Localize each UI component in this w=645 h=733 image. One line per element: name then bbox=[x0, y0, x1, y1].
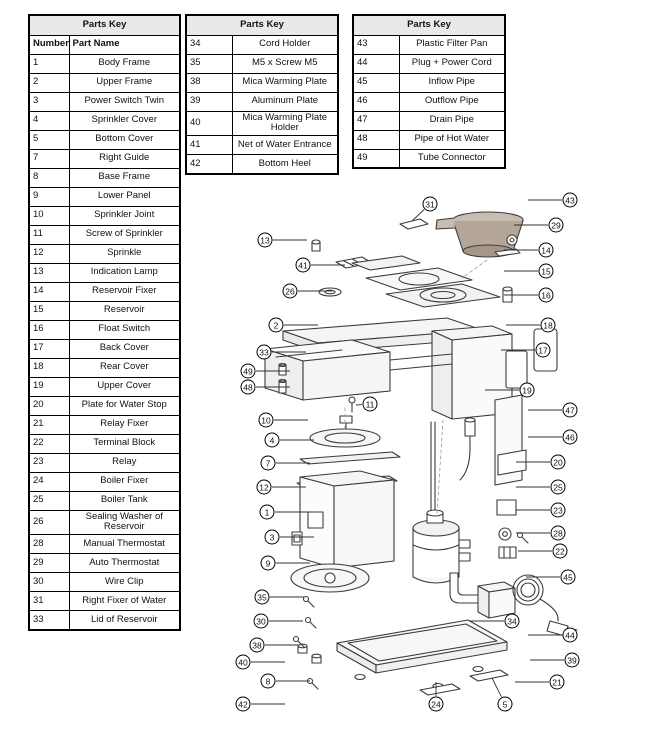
part-name-cell: Mica Warming Plate Holder bbox=[232, 111, 338, 136]
part-name-cell: Back Cover bbox=[69, 339, 180, 358]
callout-42: 42 bbox=[236, 697, 251, 712]
part-number-cell: 23 bbox=[29, 453, 69, 472]
parts-row bbox=[29, 187, 180, 206]
part-name-cell: Outflow Pipe bbox=[399, 92, 505, 111]
part-name-cell: Plug + Power Cord bbox=[399, 54, 505, 73]
part-number-cell: 11 bbox=[29, 225, 69, 244]
part-number-cell: 39 bbox=[186, 92, 232, 111]
part-name-cell: Plate for Water Stop bbox=[69, 396, 180, 415]
part-name-cell: Sealing Washer of Reservoir bbox=[69, 510, 180, 535]
part-number-cell: 25 bbox=[29, 491, 69, 510]
callout-19: 19 bbox=[520, 383, 535, 398]
part-number-cell: 40 bbox=[186, 111, 232, 136]
part-number-cell: 45 bbox=[353, 73, 399, 92]
part-number-cell: 47 bbox=[353, 111, 399, 130]
callout-24: 24 bbox=[429, 697, 444, 712]
parts-row bbox=[29, 415, 180, 434]
part-name-cell: Sprinkler Joint bbox=[69, 206, 180, 225]
part-number-cell: 20 bbox=[29, 396, 69, 415]
parts-row bbox=[186, 54, 338, 73]
part-number-cell: 31 bbox=[29, 592, 69, 611]
callout-7: 7 bbox=[261, 456, 276, 471]
part-number-cell: 3 bbox=[29, 92, 69, 111]
part-name-cell: Indication Lamp bbox=[69, 263, 180, 282]
parts-row bbox=[29, 535, 180, 554]
part-number-cell: 35 bbox=[186, 54, 232, 73]
callout-30: 30 bbox=[254, 614, 269, 629]
part-name-cell: Drain Pipe bbox=[399, 111, 505, 130]
parts-row bbox=[29, 573, 180, 592]
part-number-cell: 49 bbox=[353, 149, 399, 168]
part-number-cell: 44 bbox=[353, 54, 399, 73]
part-name-cell: Reservoir bbox=[69, 301, 180, 320]
part-name-cell: Base Frame bbox=[69, 168, 180, 187]
part-number-cell: 15 bbox=[29, 301, 69, 320]
part-name-cell: Sprinkle bbox=[69, 244, 180, 263]
parts-row bbox=[186, 73, 338, 92]
parts-row bbox=[29, 472, 180, 491]
part-name-cell: Tube Connector bbox=[399, 149, 505, 168]
callout-13: 13 bbox=[258, 233, 273, 248]
parts-key-title: Parts Key bbox=[186, 15, 338, 35]
callout-25: 25 bbox=[551, 480, 566, 495]
part-number-cell: 42 bbox=[186, 155, 232, 174]
part-number-cell: 33 bbox=[29, 611, 69, 630]
parts-row bbox=[29, 73, 180, 92]
part-number-cell: 41 bbox=[186, 136, 232, 155]
parts-row bbox=[29, 396, 180, 415]
part-name-cell: Right Fixer of Water bbox=[69, 592, 180, 611]
callout-12: 12 bbox=[257, 480, 272, 495]
parts-row bbox=[29, 130, 180, 149]
parts-row bbox=[186, 155, 338, 174]
part-name-cell: Rear Cover bbox=[69, 358, 180, 377]
parts-table-body-main bbox=[29, 54, 180, 630]
callout-48: 48 bbox=[241, 380, 256, 395]
parts-row bbox=[29, 168, 180, 187]
callout-14: 14 bbox=[539, 243, 554, 258]
parts-row bbox=[29, 92, 180, 111]
part-name-cell: Manual Thermostat bbox=[69, 535, 180, 554]
part-number-cell: 22 bbox=[29, 434, 69, 453]
part-number-cell: 7 bbox=[29, 149, 69, 168]
part-number-cell: 48 bbox=[353, 130, 399, 149]
part-name-cell: Upper Frame bbox=[69, 73, 180, 92]
part-number-cell: 2 bbox=[29, 73, 69, 92]
parts-row bbox=[353, 130, 505, 149]
parts-row bbox=[29, 54, 180, 73]
part-name-cell: Mica Warming Plate bbox=[232, 73, 338, 92]
part-name-cell: Screw of Sprinkler bbox=[69, 225, 180, 244]
parts-table-body-right bbox=[353, 35, 505, 168]
parts-row bbox=[29, 434, 180, 453]
parts-row bbox=[29, 339, 180, 358]
part-number-cell: 12 bbox=[29, 244, 69, 263]
part-number-cell: 1 bbox=[29, 54, 69, 73]
leader-line bbox=[492, 678, 501, 697]
parts-row bbox=[29, 206, 180, 225]
parts-key-title: Parts Key bbox=[353, 15, 505, 35]
callout-28: 28 bbox=[551, 526, 566, 541]
callout-40: 40 bbox=[236, 655, 251, 670]
callout-4: 4 bbox=[265, 433, 280, 448]
part-name-cell: Upper Cover bbox=[69, 377, 180, 396]
callout-33: 33 bbox=[257, 345, 272, 360]
callout-5: 5 bbox=[498, 697, 513, 712]
part-number-cell: 18 bbox=[29, 358, 69, 377]
part-number-cell: 26 bbox=[29, 510, 69, 535]
part-name-cell: Relay bbox=[69, 453, 180, 472]
parts-row bbox=[186, 35, 338, 54]
part-number-cell: 28 bbox=[29, 535, 69, 554]
part-number-cell: 9 bbox=[29, 187, 69, 206]
callout-41: 41 bbox=[296, 258, 311, 273]
callout-2: 2 bbox=[269, 318, 284, 333]
part-number-cell: 43 bbox=[353, 35, 399, 54]
part-name-cell: Boiler Tank bbox=[69, 491, 180, 510]
callout-1: 1 bbox=[260, 505, 275, 520]
callout-43: 43 bbox=[563, 193, 578, 208]
part-number-cell: 34 bbox=[186, 35, 232, 54]
callout-23: 23 bbox=[551, 503, 566, 518]
column-header-part-name: Part Name bbox=[69, 35, 180, 54]
callout-26: 26 bbox=[283, 284, 298, 299]
parts-row bbox=[29, 453, 180, 472]
parts-row bbox=[29, 320, 180, 339]
parts-row bbox=[29, 592, 180, 611]
parts-row bbox=[29, 149, 180, 168]
part-name-cell: Inflow Pipe bbox=[399, 73, 505, 92]
callout-47: 47 bbox=[563, 403, 578, 418]
part-name-cell: Auto Thermostat bbox=[69, 554, 180, 573]
part-number-cell: 24 bbox=[29, 472, 69, 491]
parts-row bbox=[29, 111, 180, 130]
part-number-cell: 46 bbox=[353, 92, 399, 111]
parts-key-table-middle bbox=[185, 14, 339, 175]
parts-row bbox=[353, 54, 505, 73]
callout-45: 45 bbox=[561, 570, 576, 585]
callout-46: 46 bbox=[563, 430, 578, 445]
parts-row bbox=[353, 35, 505, 54]
callout-16: 16 bbox=[539, 288, 554, 303]
parts-row bbox=[353, 73, 505, 92]
parts-key-table-right bbox=[352, 14, 506, 169]
part-number-cell: 5 bbox=[29, 130, 69, 149]
part-name-cell: Float Switch bbox=[69, 320, 180, 339]
callout-34: 34 bbox=[505, 614, 520, 629]
part-number-cell: 16 bbox=[29, 320, 69, 339]
part-name-cell: Cord Holder bbox=[232, 35, 338, 54]
callout-18: 18 bbox=[541, 318, 556, 333]
parts-row bbox=[29, 377, 180, 396]
part-number-cell: 10 bbox=[29, 206, 69, 225]
callout-8: 8 bbox=[261, 674, 276, 689]
callout-20: 20 bbox=[551, 455, 566, 470]
parts-row bbox=[186, 136, 338, 155]
part-name-cell: Lid of Reservoir bbox=[69, 611, 180, 630]
part-name-cell: Relay Fixer bbox=[69, 415, 180, 434]
callout-39: 39 bbox=[565, 653, 580, 668]
part-name-cell: Lower Panel bbox=[69, 187, 180, 206]
part-name-cell: Plastic Filter Pan bbox=[399, 35, 505, 54]
callout-22: 22 bbox=[553, 544, 568, 559]
parts-key-title: Parts Key bbox=[29, 15, 180, 35]
leader-line bbox=[412, 210, 424, 222]
part-name-cell: Bottom Cover bbox=[69, 130, 180, 149]
parts-row bbox=[29, 554, 180, 573]
part-name-cell: Net of Water Entrance bbox=[232, 136, 338, 155]
callout-49: 49 bbox=[241, 364, 256, 379]
part-name-cell: Aluminum Plate bbox=[232, 92, 338, 111]
part-name-cell: Sprinkler Cover bbox=[69, 111, 180, 130]
callout-10: 10 bbox=[259, 413, 274, 428]
part-name-cell: Terminal Block bbox=[69, 434, 180, 453]
callout-9: 9 bbox=[261, 556, 276, 571]
part-number-cell: 29 bbox=[29, 554, 69, 573]
part-number-cell: 17 bbox=[29, 339, 69, 358]
callout-35: 35 bbox=[255, 590, 270, 605]
part-name-cell: Pipe of Hot Water bbox=[399, 130, 505, 149]
part-number-cell: 21 bbox=[29, 415, 69, 434]
parts-row bbox=[29, 358, 180, 377]
parts-row bbox=[29, 301, 180, 320]
parts-row bbox=[29, 282, 180, 301]
part-name-cell: Body Frame bbox=[69, 54, 180, 73]
callout-21: 21 bbox=[550, 675, 565, 690]
part-name-cell: Bottom Heel bbox=[232, 155, 338, 174]
parts-row bbox=[29, 510, 180, 535]
part-name-cell: Reservoir Fixer bbox=[69, 282, 180, 301]
callout-31: 31 bbox=[423, 197, 438, 212]
callout-17: 17 bbox=[536, 343, 551, 358]
parts-row bbox=[29, 263, 180, 282]
part-name-cell: Power Switch Twin bbox=[69, 92, 180, 111]
parts-table-body-middle bbox=[186, 35, 338, 174]
parts-row bbox=[186, 111, 338, 136]
callout-15: 15 bbox=[539, 264, 554, 279]
parts-row bbox=[29, 225, 180, 244]
callout-3: 3 bbox=[265, 530, 280, 545]
parts-row bbox=[29, 244, 180, 263]
parts-row bbox=[29, 491, 180, 510]
callout-29: 29 bbox=[549, 218, 564, 233]
parts-key-table-main bbox=[28, 14, 181, 631]
parts-row bbox=[353, 111, 505, 130]
part-name-cell: M5 x Screw M5 bbox=[232, 54, 338, 73]
parts-row bbox=[186, 92, 338, 111]
callout-11: 11 bbox=[363, 397, 378, 412]
part-name-cell: Right Guide bbox=[69, 149, 180, 168]
part-name-cell: Wire Clip bbox=[69, 573, 180, 592]
parts-row bbox=[29, 611, 180, 630]
parts-row bbox=[353, 149, 505, 168]
callout-38: 38 bbox=[250, 638, 265, 653]
column-header-number: Number bbox=[29, 35, 69, 54]
part-number-cell: 38 bbox=[186, 73, 232, 92]
part-number-cell: 19 bbox=[29, 377, 69, 396]
part-number-cell: 14 bbox=[29, 282, 69, 301]
part-number-cell: 8 bbox=[29, 168, 69, 187]
part-number-cell: 13 bbox=[29, 263, 69, 282]
part-name-cell: Boiler Fixer bbox=[69, 472, 180, 491]
part-number-cell: 30 bbox=[29, 573, 69, 592]
parts-row bbox=[353, 92, 505, 111]
callout-44: 44 bbox=[563, 628, 578, 643]
part-number-cell: 4 bbox=[29, 111, 69, 130]
